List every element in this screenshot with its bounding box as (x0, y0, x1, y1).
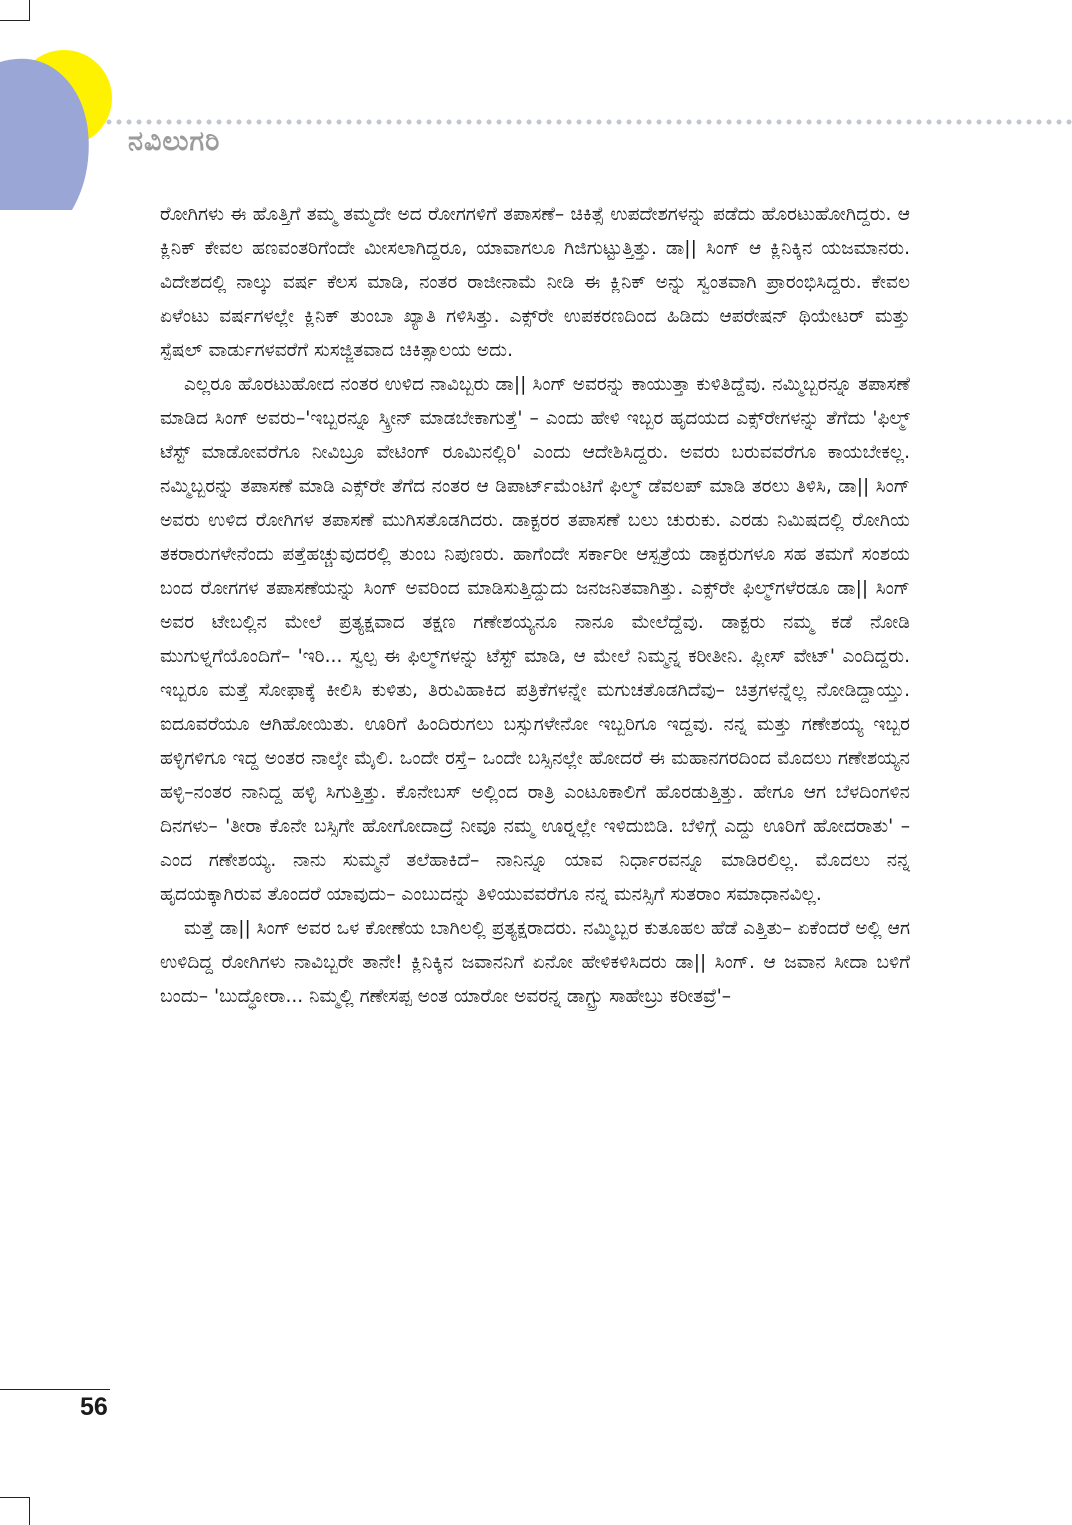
paragraph-2: ಎಲ್ಲರೂ ಹೊರಟುಹೋದ ನಂತರ ಉಳಿದ ನಾವಿಬ್ಬರು ಡಾ|| ಸಿಂಗ್ ಅವರನ್ನು ಕಾಯುತ್ತಾ ಕುಳಿತಿದ್ದೆವು. ನಮ್ಮಿಬ್ಬರನ್ನೂ ತಪಾಸಣೆ ಮಾಡಿದ ಸಿಂಗ್ ಅವರು–'ಇಬ್ಬರನ್ನೂ ಸ್ಕ್ರೀನ್ ಮಾಡಬೇಕಾಗುತ್ತೆ' – ಎಂದು ಹೇಳಿ ಇಬ್ಬರ ಹೃದಯದ ಎಕ್ಸ್‌ರೇಗಳನ್ನು ತೆಗೆದು 'ಫಿಲ್ಮ್ ಟೆಸ್ಟ್ ಮಾಡೋವರೆಗೂ ನೀವಿಬ್ರೂ ವೇಟಿಂಗ್ ರೂಮಿನಲ್ಲಿರಿ' ಎಂದು ಆದೇಶಿಸಿದ್ದರು. ಅವರು ಬರುವವರೆಗೂ ಕಾಯಬೇಕಲ್ಲ. ನಮ್ಮಿಬ್ಬರನ್ನು ತಪಾಸಣೆ ಮಾಡಿ ಎಕ್ಸ್‌ರೇ ತೆಗೆದ ನಂತರ ಆ ಡಿಪಾರ್ಟ್‌ಮೆಂಟಿಗೆ ಫಿಲ್ಮ್ ಡೆವಲಪ್ ಮಾಡಿ ತರಲು ತಿಳಿಸಿ, ಡಾ|| ಸಿಂಗ್ ಅವರು ಉಳಿದ ರೋಗಿಗಳ ತಪಾಸಣೆ ಮುಗಿಸತೊಡಗಿದರು. ಡಾಕ್ಟರರ ತಪಾಸಣೆ ಬಲು ಚುರುಕು. ಎರಡು ನಿಮಿಷದಲ್ಲಿ ರೋಗಿಯ ತಕರಾರುಗಳೇನೆಂದು ಪತ್ತೆಹಚ್ಚುವುದರಲ್ಲಿ ತುಂಬ ನಿಪುಣರು. ಹಾಗೆಂದೇ ಸರ್ಕಾರೀ ಆಸ್ಪತ್ರೆಯ ಡಾಕ್ಟರುಗಳೂ ಸಹ ತಮಗೆ ಸಂಶಯ ಬಂದ ರೋಗಗಳ ತಪಾಸಣೆಯನ್ನು ಸಿಂಗ್ ಅವರಿಂದ ಮಾಡಿಸುತ್ತಿದ್ದುದು ಜನಜನಿತವಾಗಿತ್ತು. ಎಕ್ಸ್‌ರೇ ಫಿಲ್ಮ್‌ಗಳೆರಡೂ ಡಾ|| ಸಿಂಗ್ ಅವರ ಟೇಬಲ್ಲಿನ ಮೇಲೆ ಪ್ರತ್ಯಕ್ಷವಾದ ತಕ್ಷಣ ಗಣೇಶಯ್ಯನೂ ನಾನೂ ಮೇಲೆದ್ದೆವು. ಡಾಕ್ಟರು ನಮ್ಮ ಕಡೆ ನೋಡಿ ಮುಗುಳ್ನಗೆಯೊಂದಿಗೆ– 'ಇರಿ... ಸ್ವಲ್ಪ ಈ ಫಿಲ್ಮ್‌ಗಳನ್ನು ಟೆಸ್ಟ್ ಮಾಡಿ, ಆ ಮೇಲೆ ನಿಮ್ಮನ್ನ ಕರೀತೀನಿ. ಪ್ಲೀಸ್ ವೇಟ್' ಎಂದಿದ್ದರು. ಇಬ್ಬರೂ ಮತ್ತೆ ಸೋಫಾಕ್ಕೆ ಕೀಲಿಸಿ ಕುಳಿತು, ತಿರುವಿಹಾಕಿದ ಪತ್ರಿಕೆಗಳನ್ನೇ ಮಗುಚತೊಡಗಿದೆವು– ಚಿತ್ರಗಳನ್ನೆಲ್ಲ ನೋಡಿದ್ದಾಯ್ತು. ಐದೂವರೆಯೂ ಆಗಿಹೋಯಿತು. ಊರಿಗೆ ಹಿಂದಿರುಗಲು ಬಸ್ಸುಗಳೇನೋ ಇಬ್ಬರಿಗೂ ಇದ್ದವು. ನನ್ನ ಮತ್ತು ಗಣೇಶಯ್ಯ ಇಬ್ಬರ ಹಳ್ಳಿಗಳಿಗೂ ಇದ್ದ ಅಂತರ ನಾಲ್ಕೇ ಮೈಲಿ. ಒಂದೇ ರಸ್ತೆ– ಒಂದೇ ಬಸ್ಸಿನಲ್ಲೇ ಹೋದರೆ ಈ ಮಹಾನಗರದಿಂದ ಮೊದಲು ಗಣೇಶಯ್ಯನ ಹಳ್ಳಿ–ನಂತರ ನಾನಿದ್ದ ಹಳ್ಳಿ ಸಿಗುತ್ತಿತ್ತು. ಕೊನೇಬಸ್ ಅಲ್ಲಿಂದ ರಾತ್ರಿ ಎಂಟೂಕಾಲಿಗೆ ಹೊರಡುತ್ತಿತ್ತು. ಹೇಗೂ ಆಗ ಬೆಳದಿಂಗಳಿನ ದಿನಗಳು– 'ತೀರಾ ಕೊನೇ ಬಸ್ಸಿಗೇ ಹೋಗೋದಾದ್ರೆ ನೀವೂ ನಮ್ಮ ಊರ್‍ನಲ್ಲೇ ಇಳಿದುಬಿಡಿ. ಬೆಳಿಗ್ಗೆ ಎದ್ದು ಊರಿಗೆ ಹೋದರಾತು' –ಎಂದ ಗಣೇಶಯ್ಯ. ನಾನು ಸುಮ್ಮನೆ ತಲೆಹಾಕಿದೆ– ನಾನಿನ್ನೂ ಯಾವ ನಿರ್ಧಾರವನ್ನೂ ಮಾಡಿರಲಿಲ್ಲ. ಮೊದಲು ನನ್ನ ಹೃದಯಕ್ಕಾಗಿರುವ ತೊಂದರೆ ಯಾವುದು– ಎಂಬುದನ್ನು ತಿಳಿಯುವವರೆಗೂ ನನ್ನ ಮನಸ್ಸಿಗೆ ಸುತರಾಂ ಸಮಾಧಾನವಿಲ್ಲ. (160, 374, 910, 905)
crop-mark-top-horizontal (0, 20, 30, 21)
page-number: 56 (80, 1393, 108, 1421)
dotted-header-rule (104, 118, 1072, 126)
crop-mark-top-vertical (29, 0, 30, 20)
crop-mark-bottom-vertical (29, 1497, 30, 1525)
paragraph-1: ರೋಗಿಗಳು ಈ ಹೊತ್ತಿಗೆ ತಮ್ಮ ತಮ್ಮದೇ ಅದ ರೋಗಗಳಿಗೆ ತಪಾಸಣೆ– ಚಿಕಿತ್ಸೆ ಉಪದೇಶಗಳನ್ನು ಪಡೆದು ಹೊರಟುಹೋಗಿದ್ದರು. ಆ ಕ್ಲಿನಿಕ್ ಕೇವಲ ಹಣವಂತರಿಗೆಂದೇ ಮೀಸಲಾಗಿದ್ದರೂ, ಯಾವಾಗಲೂ ಗಿಜಿಗುಟ್ಟುತ್ತಿತ್ತು. ಡಾ|| ಸಿಂಗ್ ಆ ಕ್ಲಿನಿಕ್ಕಿನ ಯಜಮಾನರು. ವಿದೇಶದಲ್ಲಿ ನಾಲ್ಕು ವರ್ಷ ಕೆಲಸ ಮಾಡಿ, ನಂತರ ರಾಜೀನಾಮೆ ನೀಡಿ ಈ ಕ್ಲಿನಿಕ್ ಅನ್ನು ಸ್ವಂತವಾಗಿ ಪ್ರಾರಂಭಿಸಿದ್ದರು. ಕೇವಲ ಏಳೆಂಟು ವರ್ಷಗಳಲ್ಲೇ ಕ್ಲಿನಿಕ್ ತುಂಬಾ ಖ್ಯಾತಿ ಗಳಿಸಿತ್ತು. ಎಕ್ಸ್‌ರೇ ಉಪಕರಣದಿಂದ ಹಿಡಿದು ಆಪರೇಷನ್ ಥಿಯೇಟರ್ ಮತ್ತು ಸ್ಪೆಷಲ್ ವಾರ್ಡುಗಳವರೆಗೆ ಸುಸಜ್ಜಿತವಾದ ಚಿಕಿತ್ಸಾಲಯ ಅದು. (160, 204, 910, 361)
crop-mark-bottom-horizontal (0, 1497, 30, 1498)
paragraph-3: ಮತ್ತೆ ಡಾ|| ಸಿಂಗ್ ಅವರ ಒಳ ಕೋಣೆಯ ಬಾಗಿಲಲ್ಲಿ ಪ್ರತ್ಯಕ್ಷರಾದರು. ನಮ್ಮಿಬ್ಬರ ಕುತೂಹಲ ಹೆಡೆ ಎತ್ತಿತು– ಏಕೆಂದರೆ ಅಲ್ಲಿ ಆಗ ಉಳಿದಿದ್ದ ರೋಗಿಗಳು ನಾವಿಬ್ಬರೇ ತಾನೇ! ಕ್ಲಿನಿಕ್ಕಿನ ಜವಾನನಿಗೆ ಏನೋ ಹೇಳಿಕಳಿಸಿದರು ಡಾ|| ಸಿಂಗ್. ಆ ಜವಾನ ಸೀದಾ ಬಳಿಗೆ ಬಂದು– 'ಬುದ್ಧೋರಾ... ನಿಮ್ಮಲ್ಲಿ ಗಣೇಸಪ್ಪ ಅಂತ ಯಾರೋ ಅವರನ್ನ ಡಾಗ್ಟ್ರು ಸಾಹೇಬ್ರು ಕರೀತವ್ರೆ'– (160, 918, 910, 1007)
header-decoration (0, 50, 130, 210)
page-number-rule (0, 1389, 110, 1390)
section-title: ನವಿಲುಗರಿ (128, 126, 221, 157)
article-body (160, 198, 910, 1014)
